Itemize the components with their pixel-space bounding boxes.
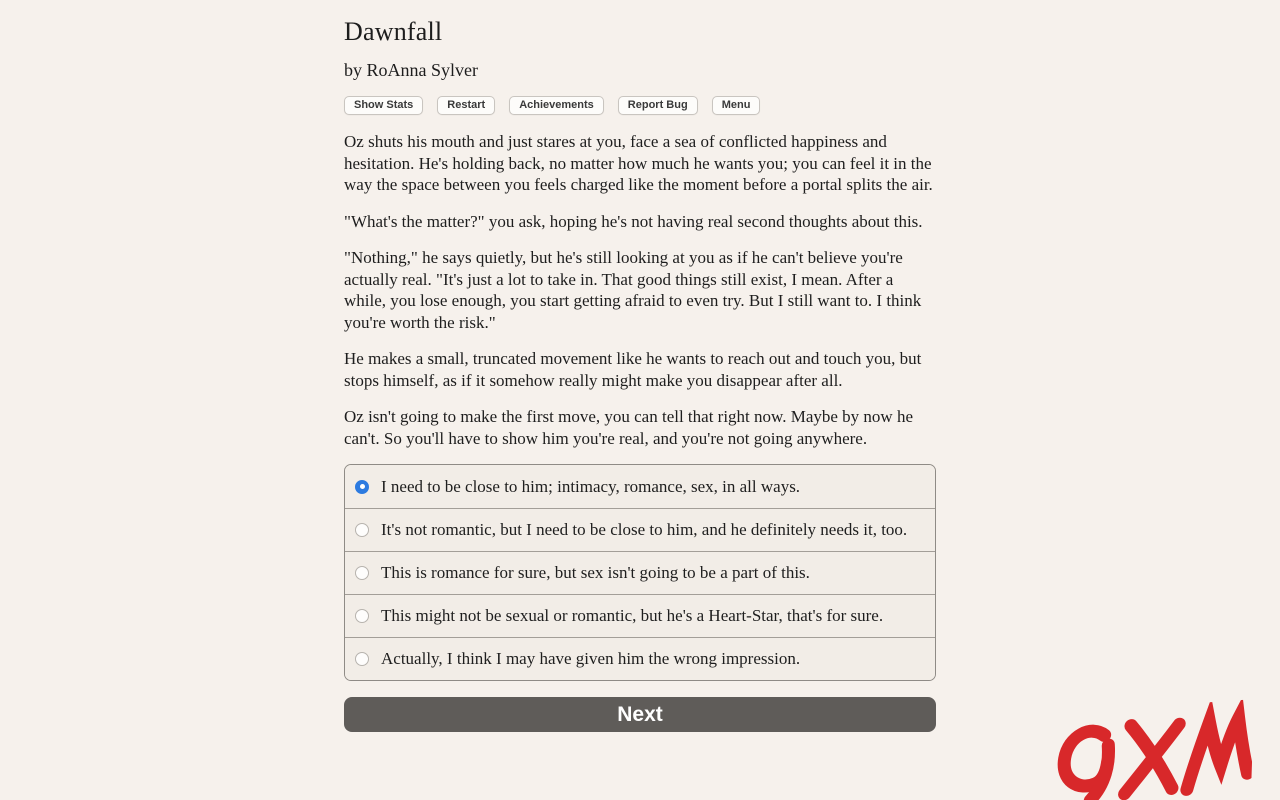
choice-radio-0[interactable] [355,480,369,494]
story-paragraph: He makes a small, truncated movement like he wants to reach out and touch you, but stops himself, as if it somehow really might make you disappear after all. [344,349,922,390]
story-paragraph: "Nothing," he says quietly, but he's still looking at you as if he can't believe you're actually real. "It's just a lot to take in. That good things still exist, I mean. After a while, you lose enough, you start getting afraid to even try. But I still want to. I think you're worth the risk." [344,248,922,332]
choice-radio-2[interactable] [355,566,369,580]
choice-label: Actually, I think I may have given him the wrong impression. [381,649,801,668]
report-bug-button[interactable]: Report Bug [618,96,698,115]
choice-label: It's not romantic, but I need to be close to him, and he definitely needs it, too. [381,520,908,539]
choice-option-5[interactable] [345,637,935,680]
choice-radio-1[interactable] [355,523,369,537]
choice-group [344,464,936,681]
choice-label: This might not be sexual or romantic, but he's a Heart-Star, that's for sure. [381,606,884,625]
author-byline: by RoAnna Sylver [344,60,478,80]
story-paragraph: Oz isn't going to make the first move, you can tell that right now. Maybe by now he can't. So you'll have to show him you're real, and you're not going anywhere. [344,407,913,448]
show-stats-button[interactable]: Show Stats [344,96,423,115]
choice-option-3[interactable] [345,551,935,594]
choice-radio-4[interactable] [355,652,369,666]
choice-label: This is romance for sure, but sex isn't going to be a part of this. [381,563,810,582]
gxm-logo [1050,699,1254,800]
choice-label: I need to be close to him; intimacy, romance, sex, in all ways. [381,476,801,496]
achievements-button[interactable]: Achievements [509,96,604,115]
menu-button[interactable]: Menu [712,96,761,115]
next-button[interactable]: Next [344,697,936,732]
content-column [344,0,936,732]
choice-radio-3[interactable] [355,609,369,623]
restart-button[interactable]: Restart [437,96,495,115]
story-paragraph: "What's the matter?" you ask, hoping he's not having real second thoughts about this. [344,211,923,231]
choice-option-1[interactable] [345,465,935,508]
story-text [344,131,936,449]
choice-option-2[interactable] [345,508,935,551]
page-title: Dawnfall [344,17,443,46]
story-paragraph: Oz shuts his mouth and just stares at you, face a sea of conflicted happiness and hesitation. He's holding back, no matter how much he wants you; you can feel it in the way the space between you feels charged like the moment before a portal splits the air. [344,132,933,194]
choice-option-4[interactable] [345,594,935,637]
toolbar [344,96,936,115]
